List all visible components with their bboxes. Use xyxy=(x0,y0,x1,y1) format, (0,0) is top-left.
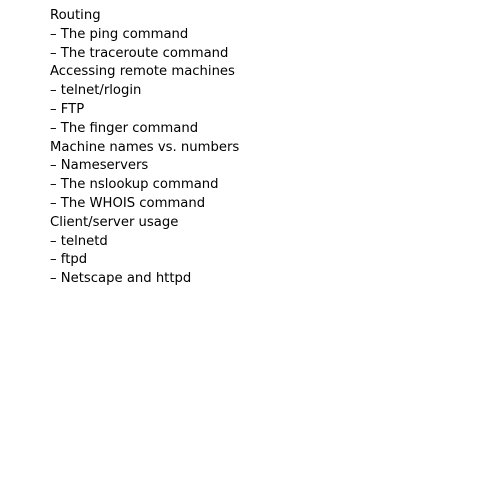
outline-item-ftp: – FTP xyxy=(50,101,85,117)
outline-item-finger: – The finger command xyxy=(50,120,199,136)
outline-item-nameservers: – Nameservers xyxy=(50,158,149,174)
section-heading-routing: Routing xyxy=(50,8,101,23)
section-heading-remote-access: Accessing remote machines xyxy=(50,64,235,80)
section-heading-names-vs-numbers: Machine names vs. numbers xyxy=(50,139,240,155)
topic-outline xyxy=(50,7,490,289)
outline-item-ftpd: – ftpd xyxy=(50,252,88,268)
outline-item-nslookup: – The nslookup command xyxy=(50,177,219,193)
outline-item-whois: – The WHOIS command xyxy=(50,195,206,211)
outline-item-netscape-httpd: – Netscape and httpd xyxy=(50,271,192,287)
outline-item-traceroute: – The traceroute command xyxy=(50,45,229,61)
outline-item-ping: – The ping command xyxy=(50,26,189,42)
outline-item-telnet-rlogin: – telnet/rlogin xyxy=(50,83,142,99)
section-heading-client-server: Client/server usage xyxy=(50,214,179,230)
outline-item-telnetd: – telnetd xyxy=(50,233,108,249)
